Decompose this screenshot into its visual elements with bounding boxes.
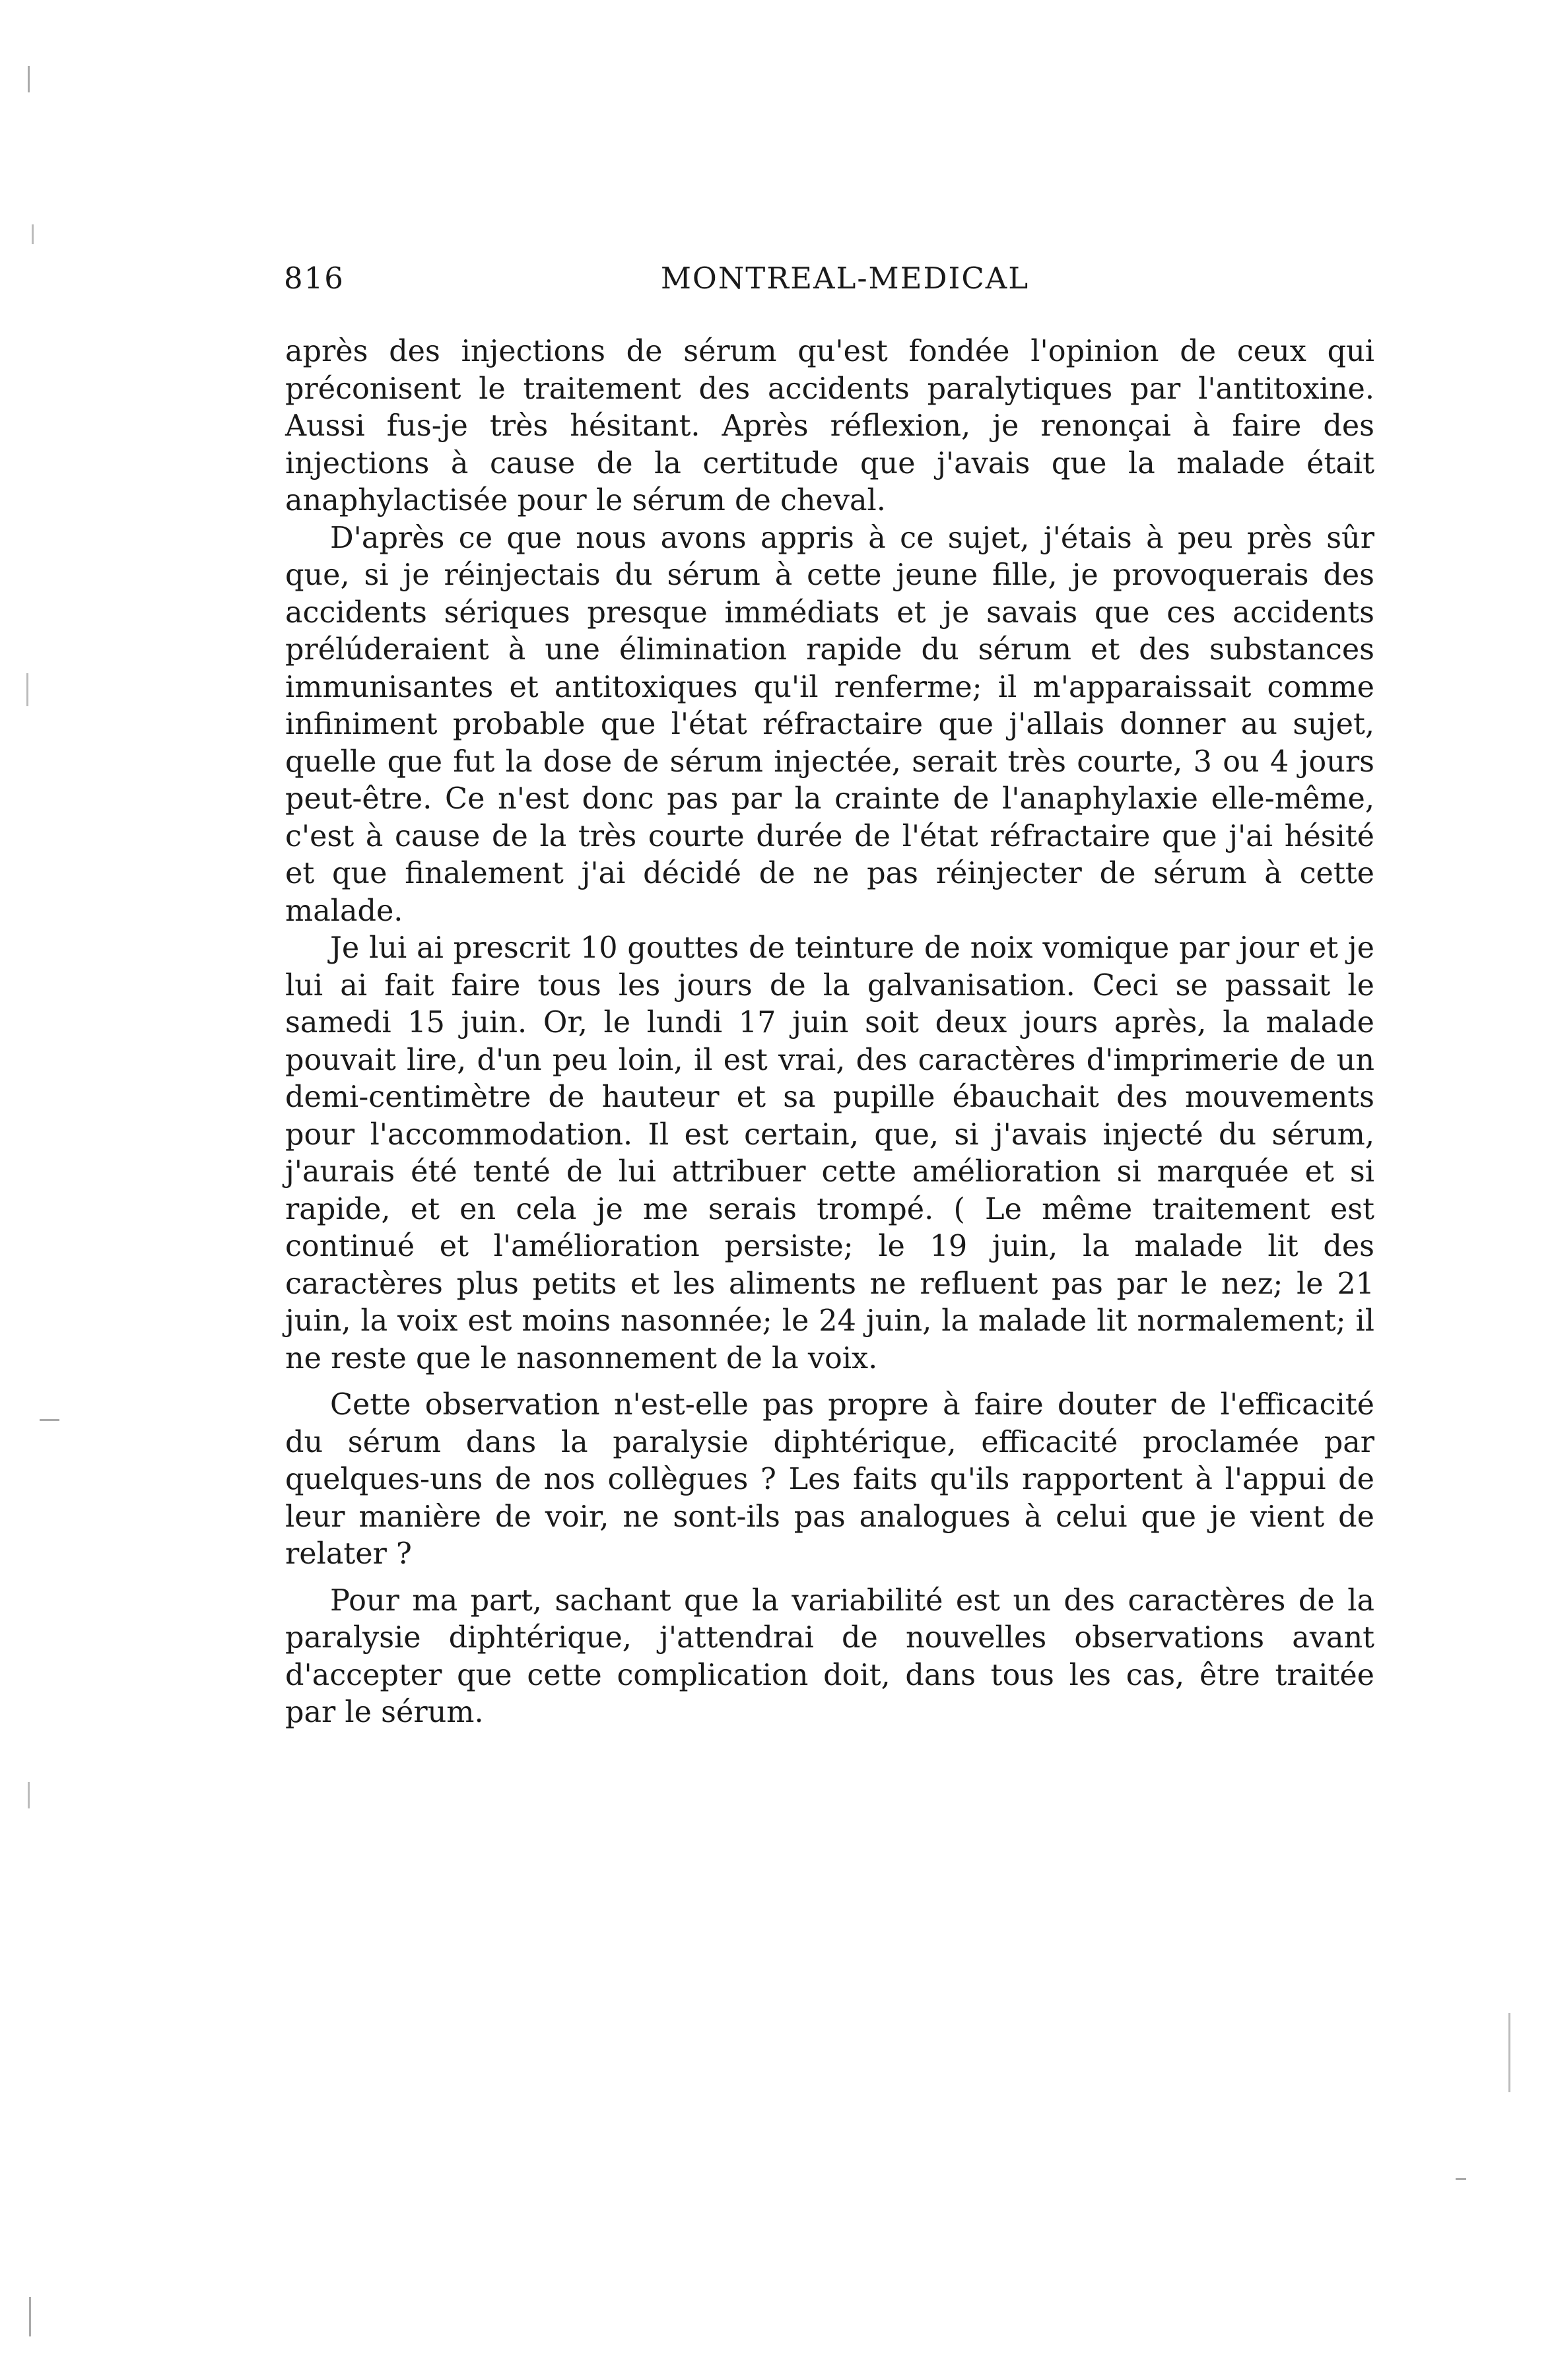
body-text: [285, 333, 1374, 1732]
scan-artifact: [28, 66, 30, 92]
paragraph: Je lui ai prescrit 10 gouttes de teinture de noix vomique par jour et je lui ai fait faire tous les jours de la galvanisation. Ceci se passait le samedi 15 juin. Or, le lundi 17 juin soit deux jours après, la malade pouvait lire, d'un peu loin, il est vrai, des caractères d'imprimerie de un demi-centimètre de hauteur et sa pupille ébauchait des mouvements pour l'accommodation. Il est certain, que, si j'avais injecté du sérum, j'aurais été tenté de lui attribuer cette amélioration si marquée et si rapide, et en cela je me serais trompé. ( Le même traitement est continué et l'amélioration persiste; le 19 juin, la malade lit des caractères plus petits et les aliments ne refluent pas par le nez; le 21 juin, la voix est moins nasonnée; le 24 juin, la malade lit normalement; il ne reste que le nasonnement de la voix.: [285, 931, 1374, 1375]
page-number: 816: [284, 261, 345, 296]
scan-artifact: [29, 2297, 31, 2336]
scan-artifact: [32, 224, 34, 244]
paragraph: D'après ce que nous avons appris à ce sujet, j'étais à peu près sûr que, si je réinjectais du sérum à cette jeune fille, je provoquerais des accidents sériques presque immédiats et je savais que ces accidents prélúderaient à une élimination rapide du sérum et des substances immunisantes et antitoxiques qu'il renferme; il m'apparaissait comme infiniment probable que l'état réfractaire que j'allais donner au sujet, quelle que fut la dose de sérum injectée, serait très courte, 3 ou 4 jours peut-être. Ce n'est donc pas par la crainte de l'anaphylaxie elle-même, c'est à cause de la très courte durée de l'état réfractaire que j'ai hésité et que finalement j'ai décidé de ne pas réinjecter de sérum à cette malade.: [285, 521, 1374, 928]
paragraph-continued: après des injections de sérum qu'est fondée l'opinion de ceux qui préconisent le traitement des accidents paralytiques par l'antitoxine. Aussi fus-je très hésitant. Après réflexion, je renonçai à faire des injections à cause de la certitude que j'avais que la malade était anaphylactisée pour le sérum de cheval.: [285, 335, 1374, 517]
scan-artifact: [26, 673, 28, 706]
scan-artifact: [1456, 2178, 1466, 2180]
running-head: [284, 261, 1406, 300]
scan-artifact: [40, 1419, 59, 1421]
scan-artifact: [1508, 2013, 1510, 2092]
paragraph: Cette observation n'est-elle pas propre à faire douter de l'efficacité du sérum dans la paralysie diphtérique, efficacité proclamée par quelques-uns de nos collègues ? Les faits qu'ils rapportent à l'appui de leur manière de voir, ne sont-ils pas analogues à celui que je vient de relater ?: [285, 1388, 1374, 1571]
scan-artifact: [28, 1782, 30, 1808]
journal-title: MONTREAL-MEDICAL: [660, 261, 1030, 296]
paragraph: Pour ma part, sachant que la variabilité est un des caractères de la paralysie diphtérique, j'attendrai de nouvelles observations avant d'accepter que cette complication doit, dans tous les cas, être traitée par le sérum.: [285, 1583, 1374, 1729]
